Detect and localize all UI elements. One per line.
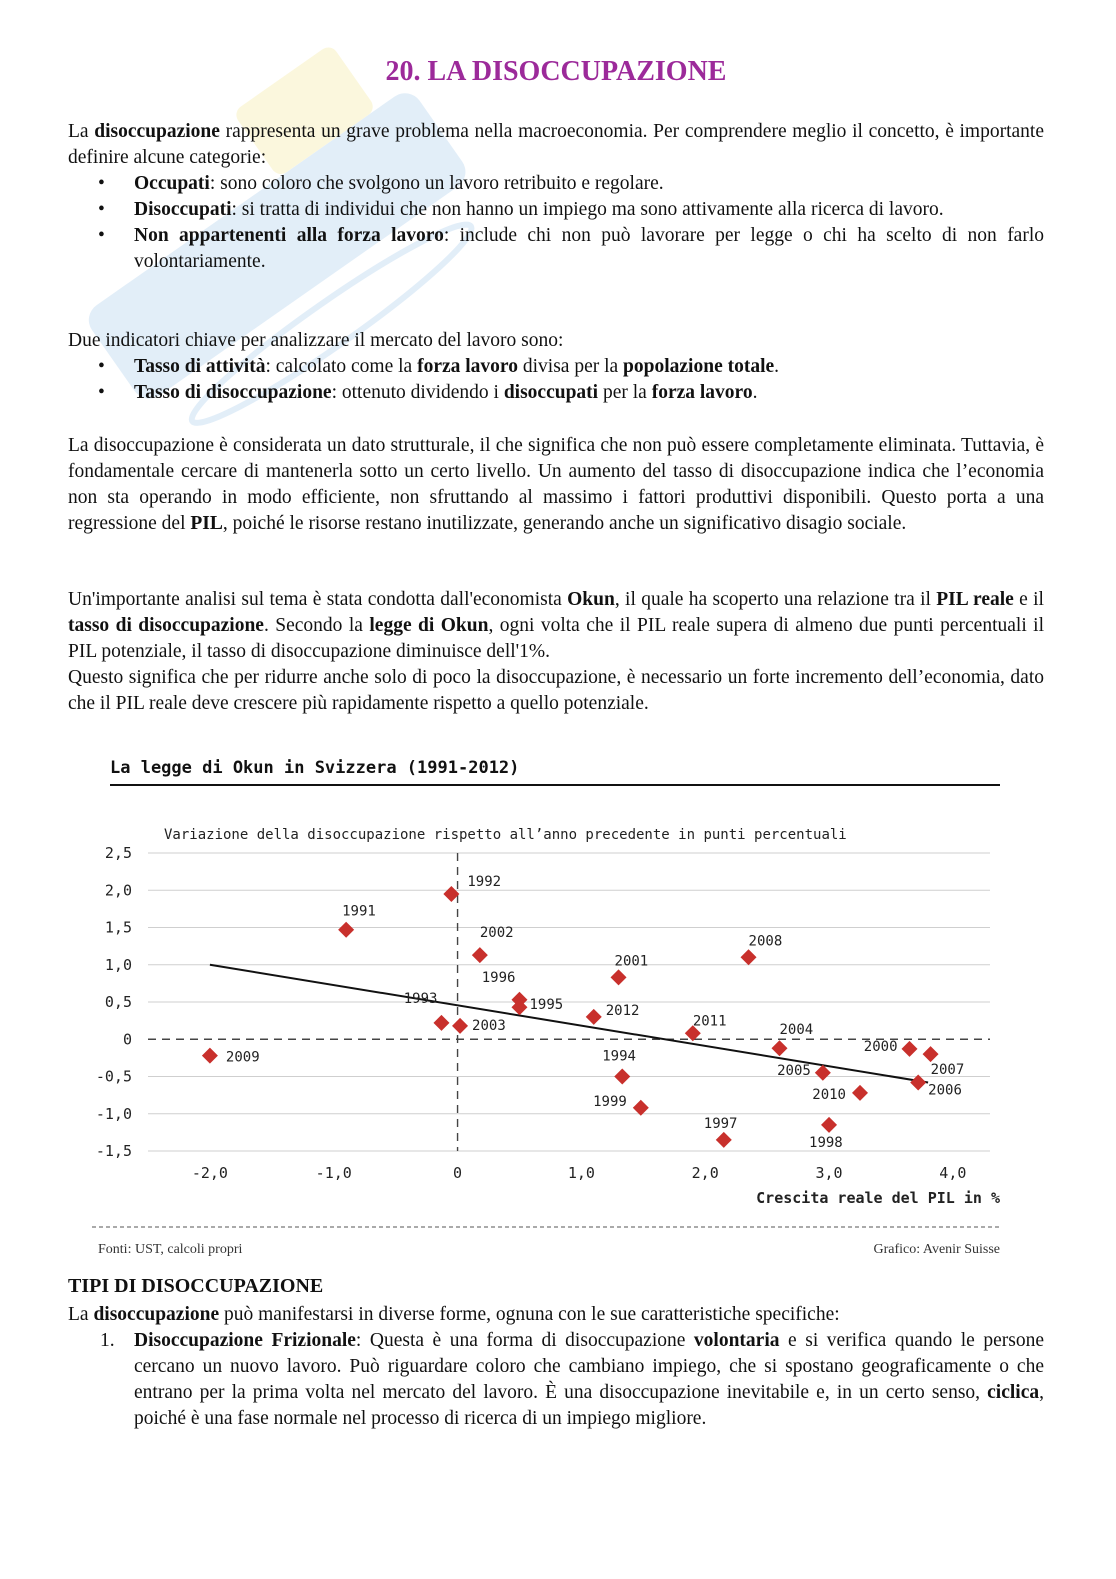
list-item: • Tasso di disoccupazione: ottenuto dividendo i disoccupati per la forza lavoro. xyxy=(98,382,758,403)
structural-paragraph xyxy=(68,433,1044,537)
types-text: La xyxy=(68,1304,94,1325)
structural-text: La disoccupazione è considerata un dato strutturale, il che significa che non può essere completamente eliminata. Tuttavia, è fondamentale cercare di mantenerla sotto un certo livello. Un aumento del tasso di disoccupazione indica che l’economia non sta operando in modo efficiente, non sfruttando al massimo i fattori produttivi disponibili. Questo porta a una regressione del xyxy=(68,435,1044,534)
data-label-1991: 1991 xyxy=(342,903,376,920)
data-label-2002: 2002 xyxy=(479,925,514,942)
data-point-1994 xyxy=(614,1069,630,1085)
list-item: • Occupati: sono coloro che svolgono un lavoro retribuito e regolare. xyxy=(98,173,664,194)
list-item: • Tasso di attività: calcolato come la forza lavoro divisa per la popolazione totale. xyxy=(98,356,780,377)
indicator-bold: popolazione totale xyxy=(623,356,775,377)
page-title: 20. LA DISOCCUPAZIONE xyxy=(385,56,727,87)
intro-text-a: La xyxy=(68,121,95,142)
data-label-1993: 1993 xyxy=(403,990,438,1007)
types-bold: disoccupazione xyxy=(93,1304,220,1325)
data-label-2006: 2006 xyxy=(928,1082,962,1099)
okun-paragraph-2: Questo significa che per ridurre anche solo di poco la disoccupazione, è necessario un forte incremento dell’economia, dato che il PIL reale deve crescere più rapidamente rispetto a quello potenziale. xyxy=(68,667,1044,714)
x-tick-label: 0 xyxy=(453,1164,463,1182)
trendline xyxy=(210,965,928,1083)
data-point-2001 xyxy=(611,969,627,985)
okun-text: e il xyxy=(1013,589,1044,610)
type-text: e si verifica quando le persone cercano un nuovo lavoro. Può riguardare coloro che cambiano impiego, che si spostano geograficamente o che entrano per la prima volta nel mercato del lavoro. È una disoccupazione inevitabile e, in un certo senso, xyxy=(134,1330,1044,1403)
types-list xyxy=(68,1328,1044,1432)
data-label-2007: 2007 xyxy=(930,1062,965,1079)
okun-text: Un'importante analisi sul tema è stata condotta dall'economista xyxy=(68,589,568,610)
data-point-2000 xyxy=(902,1041,918,1057)
data-label-1994: 1994 xyxy=(602,1048,636,1065)
okun-text: , ogni volta che il PIL reale supera di almeno due punti percentuali il PIL potenziale, il tasso di disoccupazione diminuisce dell'1%. xyxy=(68,615,1045,662)
indicator-text: : ottenuto dividendo i xyxy=(331,382,504,403)
data-label-2010: 2010 xyxy=(812,1086,846,1103)
indicators-list xyxy=(68,354,1044,406)
data-point-2005 xyxy=(815,1065,831,1081)
chart-source-left: Fonti: UST, calcoli propri xyxy=(98,1242,243,1257)
data-label-2008: 2008 xyxy=(748,933,783,950)
chart-y-ticks xyxy=(96,844,132,1160)
types-heading: TIPI DI DISOCCUPAZIONE xyxy=(68,1275,324,1297)
chart-source-right: Grafico: Avenir Suisse xyxy=(873,1242,1000,1257)
chart-grid xyxy=(148,853,990,1151)
chart-points xyxy=(202,874,964,1151)
data-label-1996: 1996 xyxy=(481,969,516,986)
x-tick-label: -2,0 xyxy=(191,1164,228,1182)
type-bold: volontaria xyxy=(693,1330,780,1351)
category-text: : sono coloro che svolgono un lavoro retribuito e regolare. xyxy=(209,173,664,194)
data-label-2004: 2004 xyxy=(779,1022,814,1039)
type-text: : Questa è una forma di disoccupazione xyxy=(355,1330,694,1351)
data-point-1997 xyxy=(716,1132,732,1148)
okun-bold: legge di Okun xyxy=(369,615,489,636)
y-tick-label: 1,5 xyxy=(104,918,132,937)
type-bold: ciclica xyxy=(987,1382,1040,1403)
indicator-bold: forza lavoro xyxy=(417,356,518,377)
category-text: : si tratta di individui che non hanno un impiego ma sono attivamente alla ricerca di lavoro. xyxy=(231,199,944,220)
data-point-1993 xyxy=(433,1015,449,1031)
types-intro xyxy=(68,1302,1044,1328)
category-text: : include chi non può lavorare per legge o chi ha scelto di non farlo volontariamente. xyxy=(134,225,1044,272)
data-label-2012: 2012 xyxy=(605,1002,640,1019)
data-point-2008 xyxy=(741,949,757,965)
structural-text: , poiché le risorse restano inutilizzate, generando anche un significativo disagio sociale. xyxy=(222,513,907,534)
y-tick-label: 1,0 xyxy=(104,955,132,974)
indicator-text: : calcolato come la xyxy=(265,356,418,377)
y-tick-label: -1,5 xyxy=(95,1142,132,1160)
indicator-text: . xyxy=(752,382,758,403)
indicators-intro: Due indicatori chiave per analizzare il mercato del lavoro sono: xyxy=(68,330,564,351)
list-item: • Disoccupati: si tratta di individui che non hanno un impiego ma sono attivamente alla ricerca di lavoro. xyxy=(98,199,944,220)
data-label-2011: 2011 xyxy=(692,1013,727,1030)
types-text: può manifestarsi in diverse forme, ognuna con le sue caratteristiche specifiche: xyxy=(219,1304,840,1325)
y-tick-label: 0 xyxy=(122,1030,132,1049)
indicator-bold: disoccupati xyxy=(503,382,599,403)
data-label-2003: 2003 xyxy=(472,1017,506,1034)
y-tick-label: -1,0 xyxy=(95,1104,132,1123)
indicator-term: Tasso di attività xyxy=(134,356,266,377)
structural-bold: PIL xyxy=(190,513,223,534)
okun-chart xyxy=(88,745,1008,1265)
chart-x-label: Crescita reale del PIL in % xyxy=(756,1189,1000,1207)
x-tick-label: -1,0 xyxy=(315,1164,352,1182)
intro-paragraph xyxy=(68,119,1044,171)
list-item: • Non appartenenti alla forza lavoro: include chi non può lavorare per legge o chi ha scelto di non farlo volontariamente. xyxy=(98,225,1044,272)
data-point-2010 xyxy=(852,1085,868,1101)
y-tick-label: 2,0 xyxy=(104,881,132,900)
okun-bold: tasso di disoccupazione xyxy=(68,615,264,636)
structural-section xyxy=(68,433,1044,537)
intro-text-c: rappresenta un grave problema nella macroeconomia. Per comprendere meglio il concetto, è importante definire alcune categorie: xyxy=(68,121,1044,168)
y-tick-label: 2,5 xyxy=(104,844,132,862)
types-section xyxy=(68,1302,1044,1432)
data-point-2009 xyxy=(202,1048,218,1064)
okun-bold: Okun xyxy=(567,589,615,610)
okun-section xyxy=(68,587,1044,717)
data-point-2004 xyxy=(772,1040,788,1056)
indicator-bold: forza lavoro xyxy=(651,382,753,403)
data-label-2009: 2009 xyxy=(225,1049,260,1066)
data-label-2000: 2000 xyxy=(863,1038,898,1055)
category-term: Non appartenenti alla forza lavoro xyxy=(134,225,444,246)
list-item xyxy=(68,1328,1044,1432)
data-label-2001: 2001 xyxy=(614,953,649,970)
category-term: Disoccupati xyxy=(134,199,232,220)
data-label-1997: 1997 xyxy=(703,1115,738,1132)
data-label-1998: 1998 xyxy=(809,1134,843,1151)
data-label-1999: 1999 xyxy=(593,1093,627,1110)
category-term: Occupati xyxy=(134,173,210,194)
data-label-1995: 1995 xyxy=(529,997,564,1014)
data-point-2002 xyxy=(472,947,488,963)
x-tick-label: 2,0 xyxy=(691,1164,719,1182)
indicator-text: divisa per la xyxy=(517,356,624,377)
type-text: , poiché è una fase normale nel processo di ricerca di un impiego migliore. xyxy=(134,1382,1044,1429)
chart-trendline-group xyxy=(210,965,928,1083)
type-term: Disoccupazione Frizionale xyxy=(134,1330,356,1351)
intro-term: disoccupazione xyxy=(94,121,220,142)
indicator-term: Tasso di disoccupazione xyxy=(134,382,332,403)
data-point-1991 xyxy=(338,922,354,938)
intro-section xyxy=(68,119,1044,275)
data-point-2003 xyxy=(452,1018,468,1034)
data-point-2012 xyxy=(586,1009,602,1025)
chart-y-label: Variazione della disoccupazione rispetto all’anno precedente in punti percentuali xyxy=(164,827,847,843)
x-tick-label: 1,0 xyxy=(567,1164,595,1182)
chart-title: La legge di Okun in Svizzera (1991-2012) xyxy=(110,758,520,778)
okun-text: . Secondo la xyxy=(263,615,370,636)
y-tick-label: -0,5 xyxy=(95,1067,132,1086)
okun-text: , il quale ha scoperto una relazione tra il xyxy=(614,589,937,610)
indicator-text: . xyxy=(774,356,780,377)
categories-list xyxy=(68,171,1044,275)
indicators-section xyxy=(68,328,1044,406)
data-label-2005: 2005 xyxy=(777,1062,811,1079)
okun-bold: PIL reale xyxy=(936,589,1014,610)
data-point-1998 xyxy=(821,1117,837,1133)
data-point-2007 xyxy=(923,1046,939,1062)
x-tick-label: 3,0 xyxy=(815,1164,843,1182)
y-tick-label: 0,5 xyxy=(104,993,132,1011)
data-label-1992: 1992 xyxy=(467,873,502,890)
chart-x-ticks xyxy=(192,1164,967,1182)
item-number: 1. xyxy=(100,1330,115,1351)
indicator-text: per la xyxy=(598,382,652,403)
okun-paragraph xyxy=(68,587,1044,665)
x-tick-label: 4,0 xyxy=(939,1164,967,1182)
